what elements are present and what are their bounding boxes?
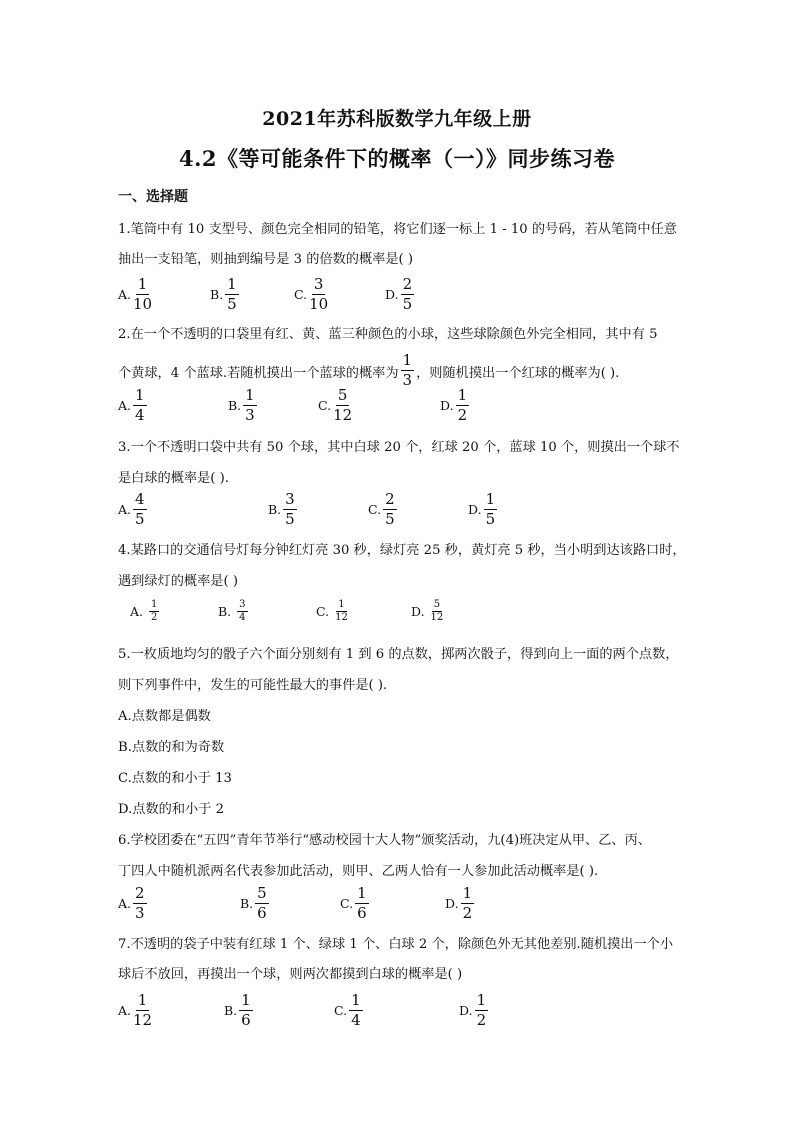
option-d[interactable]: D. $\frac{5}{12}$ bbox=[411, 599, 444, 623]
question-7-line-1: 7.不透明的袋子中装有红球 1 个、绿球 1 个、白球 2 个，除颜色外无其他差别.随机摸出一个小 bbox=[118, 937, 674, 952]
page-subtitle: 4.2《等可能条件下的概率（一）》同步练习卷 bbox=[178, 146, 616, 171]
question-1-line-1: 1.笔筒中有 10 支型号、颜色完全相同的铅笔，将它们逐一标上 1 - 10 的号码，若从笔筒中任意 bbox=[118, 222, 677, 237]
question-2-line-2: 个黄球，4 个蓝球.若随机摸出一个蓝球的概率为 $\frac{1}{3}$ ，则随机摸出一个红球的概率为( ). bbox=[118, 351, 620, 389]
option-c[interactable]: C. $\frac{1}{6}$ bbox=[340, 884, 367, 922]
option-c[interactable]: C. $\frac{1}{12}$ bbox=[316, 599, 348, 623]
option-b[interactable]: B. $\frac{3}{4}$ bbox=[218, 599, 246, 623]
option-b[interactable]: B. $\frac{1}{5}$ bbox=[210, 275, 237, 313]
option-a[interactable]: A. $\frac{1}{2}$ bbox=[130, 599, 158, 623]
question-6-options bbox=[118, 886, 678, 922]
fraction: $\frac{1}{5}$ bbox=[485, 490, 496, 528]
option-d[interactable]: D. $\frac{1}{5}$ bbox=[468, 490, 496, 528]
option-d[interactable]: D. $\frac{1}{2}$ bbox=[440, 386, 468, 424]
question-3-options bbox=[118, 492, 678, 528]
question-2-line-1: 2.在一个不透明的口袋里有红、黄、蓝三种颜色的小球，这些球除颜色外完全相同，其中有 5 bbox=[118, 327, 658, 342]
option-b[interactable]: B. $\frac{1}{6}$ bbox=[224, 991, 251, 1029]
option-c[interactable]: C. $\frac{5}{12}$ bbox=[318, 386, 353, 424]
fraction: $\frac{1}{2}$ bbox=[476, 991, 487, 1029]
fraction: $\frac{1}{6}$ bbox=[241, 991, 251, 1029]
fraction: $\frac{1}{6}$ bbox=[357, 884, 367, 922]
option-b[interactable]: B. $\frac{5}{6}$ bbox=[240, 884, 267, 922]
fraction: $\frac{1}{12}$ bbox=[335, 599, 348, 623]
option-a[interactable]: A.点数都是偶数 bbox=[118, 709, 211, 724]
section-heading: 一、选择题 bbox=[118, 189, 188, 205]
fraction: $\frac{1}{3}$ bbox=[245, 386, 255, 424]
fraction: $\frac{4}{5}$ bbox=[135, 490, 145, 528]
question-1-line-2: 抽出一支铅笔，则抽到编号是 3 的倍数的概率是( ) bbox=[118, 252, 414, 267]
question-7-line-2: 球后不放回，再摸出一个球，则两次都摸到白球的概率是( ) bbox=[118, 967, 463, 982]
option-b[interactable]: B. $\frac{3}{5}$ bbox=[268, 490, 295, 528]
fraction: $\frac{3}{5}$ bbox=[285, 490, 295, 528]
fraction: $\frac{1}{5}$ bbox=[227, 275, 237, 313]
option-a[interactable]: A. $\frac{2}{3}$ bbox=[118, 884, 145, 922]
question-5-line-1: 5.一枚质地均匀的骰子六个面分别刻有 1 到 6 的点数，掷两次骰子，得到向上一面的两个点数， bbox=[118, 647, 679, 662]
option-c[interactable]: C.点数的和小于 13 bbox=[118, 771, 232, 786]
fraction: $\frac{2}{5}$ bbox=[385, 490, 395, 528]
fraction: $\frac{1}{10}$ bbox=[133, 275, 153, 313]
option-d[interactable]: D. $\frac{1}{2}$ bbox=[459, 991, 487, 1029]
option-d[interactable]: D. $\frac{2}{5}$ bbox=[385, 275, 413, 313]
fraction: $\frac{5}{12}$ bbox=[333, 386, 353, 424]
fraction: $\frac{3}{4}$ bbox=[239, 599, 246, 623]
fraction: $\frac{1}{2}$ bbox=[151, 599, 158, 623]
fraction: $\frac{3}{10}$ bbox=[309, 275, 329, 313]
option-a[interactable]: A. $\frac{1}{12}$ bbox=[118, 991, 153, 1029]
question-4-options bbox=[118, 600, 678, 636]
page-title: 2021年苏科版数学九年级上册 bbox=[262, 108, 532, 130]
fraction: $\frac{2}{5}$ bbox=[402, 275, 413, 313]
fraction: $\frac{1}{2}$ bbox=[462, 884, 473, 922]
question-2-options bbox=[118, 388, 678, 424]
fraction: $\frac{2}{3}$ bbox=[135, 884, 145, 922]
fraction: $\frac{5}{6}$ bbox=[257, 884, 267, 922]
option-d[interactable]: D. $\frac{1}{2}$ bbox=[445, 884, 473, 922]
fraction: $\frac{1}{4}$ bbox=[135, 386, 145, 424]
fraction: $\frac{1}{2}$ bbox=[457, 386, 468, 424]
inline-fraction: $\frac{1}{3}$ bbox=[402, 351, 413, 389]
option-c[interactable]: C. $\frac{1}{4}$ bbox=[334, 991, 361, 1029]
question-1-options bbox=[118, 277, 678, 313]
option-c[interactable]: C. $\frac{2}{5}$ bbox=[368, 490, 395, 528]
question-3-line-2: 是白球的概率是( ). bbox=[118, 471, 229, 486]
question-7-options bbox=[118, 993, 678, 1029]
fraction: $\frac{1}{12}$ bbox=[133, 991, 153, 1029]
question-6-line-1: 6.学校团委在“五四”青年节举行“感动校园十大人物”颁奖活动，九(4)班决定从甲、乙、丙、 bbox=[118, 833, 651, 848]
fraction: $\frac{1}{4}$ bbox=[351, 991, 361, 1029]
question-5-line-2: 则下列事件中，发生的可能性最大的事件是( ). bbox=[118, 678, 388, 693]
option-b[interactable]: B.点数的和为奇数 bbox=[118, 740, 225, 755]
fraction: $\frac{5}{12}$ bbox=[430, 599, 444, 623]
option-a[interactable]: A. $\frac{1}{4}$ bbox=[118, 386, 145, 424]
option-d[interactable]: D.点数的和小于 2 bbox=[118, 802, 225, 817]
option-b[interactable]: B. $\frac{1}{3}$ bbox=[228, 386, 255, 424]
option-a[interactable]: A. $\frac{4}{5}$ bbox=[118, 490, 145, 528]
question-4-line-2: 遇到绿灯的概率是( ) bbox=[118, 574, 238, 589]
question-6-line-2: 丁四人中随机派两名代表参加此活动，则甲、乙两人恰有一人参加此活动概率是( ). bbox=[118, 864, 599, 879]
question-4-line-1: 4.某路口的交通信号灯每分钟红灯亮 30 秒，绿灯亮 25 秒，黄灯亮 5 秒，当小明到达该路口时， bbox=[118, 543, 686, 558]
option-c[interactable]: C. $\frac{3}{10}$ bbox=[294, 275, 329, 313]
option-a[interactable]: A. $\frac{1}{10}$ bbox=[118, 275, 153, 313]
question-3-line-1: 3.一个不透明口袋中共有 50 个球，其中白球 20 个，红球 20 个，蓝球 10 个，则摸出一个球不 bbox=[118, 440, 680, 455]
